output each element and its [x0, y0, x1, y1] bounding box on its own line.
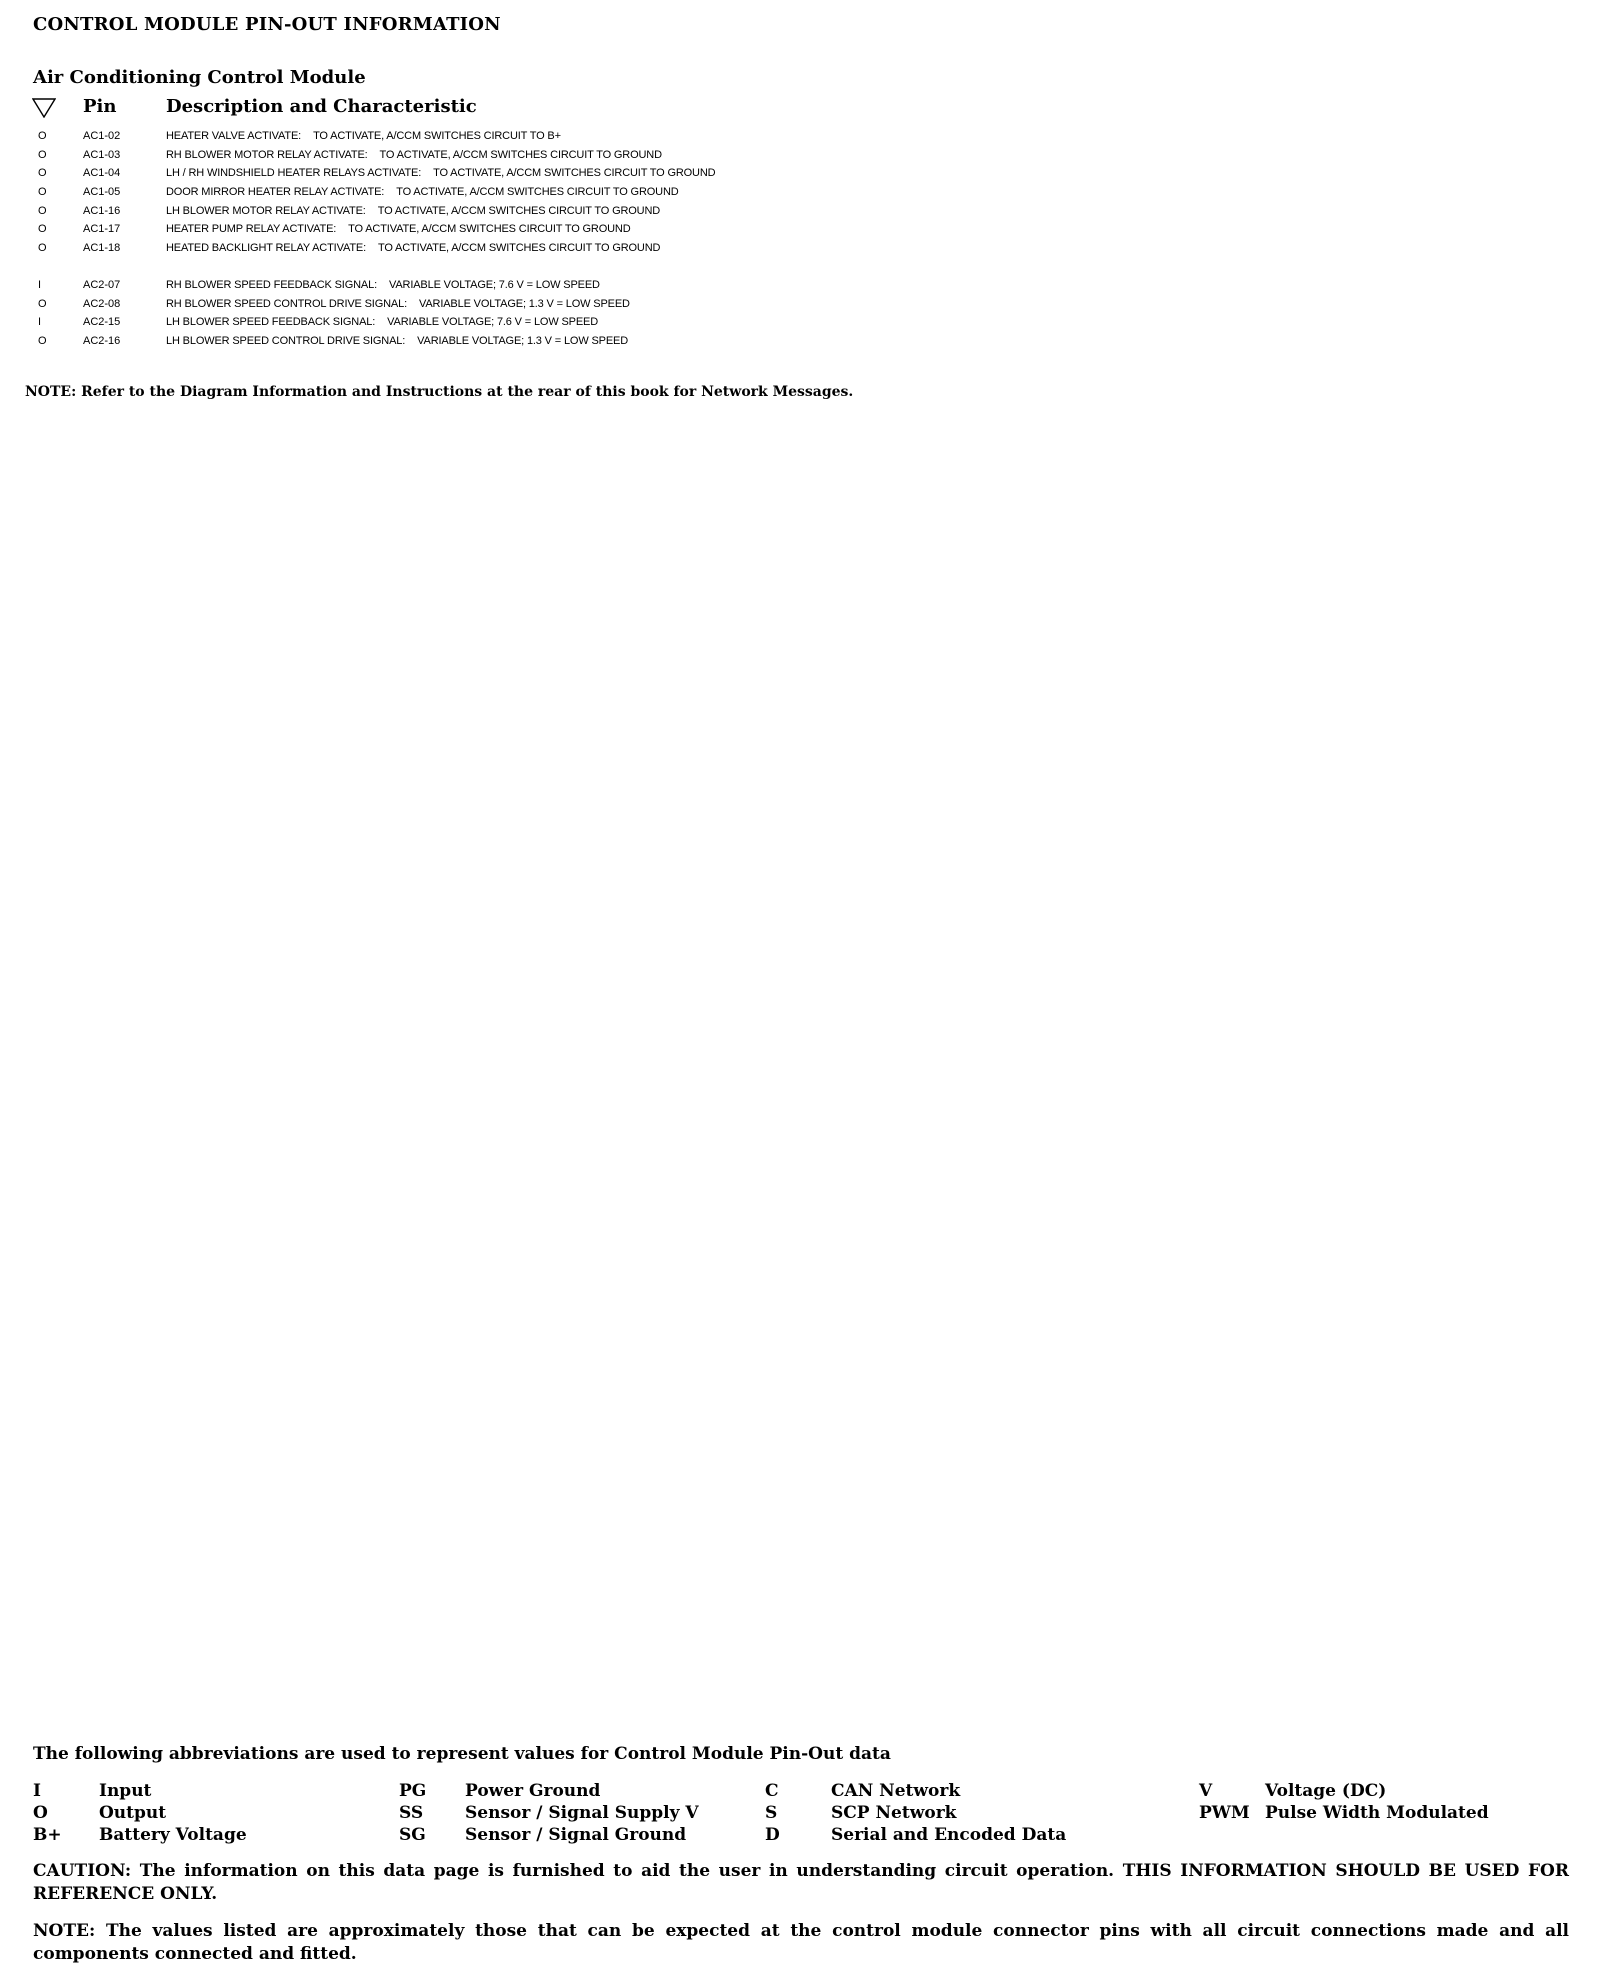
abbreviation-meaning: Pulse Width Modulated — [1265, 1803, 1489, 1823]
pin-io-type: O — [38, 242, 47, 255]
table-row — [30, 295, 930, 314]
abbreviation-meaning: Battery Voltage — [99, 1825, 247, 1845]
pin-characteristic: VARIABLE VOLTAGE; 1.3 V = LOW SPEED — [418, 297, 630, 310]
abbreviation-meaning: SCP Network — [831, 1803, 957, 1823]
abbreviation-meaning: Sensor / Signal Supply V — [465, 1803, 699, 1823]
pin-function: LH / RH WINDSHIELD HEATER RELAYS ACTIVATE: — [166, 167, 422, 180]
table-row — [30, 332, 930, 351]
pin-id: AC1-18 — [83, 242, 121, 255]
abbreviation-code: SG — [399, 1825, 426, 1845]
pin-function: LH BLOWER MOTOR RELAY ACTIVATE: — [166, 204, 366, 217]
pin-io-type: O — [38, 334, 47, 347]
pin-description — [166, 220, 631, 239]
pin-description — [166, 332, 628, 351]
pin-io-type: I — [38, 316, 42, 329]
table-row — [30, 276, 930, 295]
values-note: NOTE: The values listed are approximately those that can be expected at the control module connector pins with all circuit connections made and all components connected and fitted. — [33, 1921, 1569, 1964]
abbreviation-code: S — [765, 1803, 778, 1823]
table-row — [30, 202, 930, 221]
signal-direction-triangle-icon — [32, 98, 56, 118]
header-pin: Pin — [83, 96, 117, 117]
table-row — [30, 313, 930, 332]
pin-description — [166, 295, 630, 314]
pin-characteristic: TO ACTIVATE, A/CCM SWITCHES CIRCUIT TO GROUND — [433, 167, 716, 180]
module-title: Air Conditioning Control Module — [33, 67, 366, 88]
abbreviation-code: O — [33, 1803, 48, 1823]
table-row — [30, 239, 930, 258]
pin-function: LH BLOWER SPEED CONTROL DRIVE SIGNAL: — [166, 334, 406, 347]
pin-description — [166, 164, 715, 183]
pin-description — [166, 202, 660, 221]
header-description: Description and Characteristic — [166, 96, 477, 117]
group-spacer — [30, 258, 930, 276]
table-row — [30, 127, 930, 146]
abbreviation-code: PG — [399, 1781, 427, 1801]
pin-characteristic: VARIABLE VOLTAGE; 1.3 V = LOW SPEED — [417, 334, 629, 347]
pin-io-type: O — [38, 297, 47, 310]
pin-characteristic: TO ACTIVATE, A/CCM SWITCHES CIRCUIT TO GROUND — [377, 204, 661, 217]
pin-description — [166, 146, 662, 165]
pin-function: HEATER PUMP RELAY ACTIVATE: — [166, 223, 337, 236]
pin-id: AC1-05 — [83, 186, 121, 199]
pin-description — [166, 276, 600, 295]
abbreviation-meaning: Voltage (DC) — [1265, 1781, 1387, 1801]
table-row — [30, 164, 930, 183]
abbreviation-meaning: Power Ground — [465, 1781, 601, 1801]
abbreviation-meaning: CAN Network — [831, 1781, 961, 1801]
table-row — [30, 183, 930, 202]
network-messages-note: NOTE: Refer to the Diagram Information and Instructions at the rear of this book for Network Messages. — [25, 384, 854, 400]
pin-characteristic: TO ACTIVATE, A/CCM SWITCHES CIRCUIT TO B+ — [313, 130, 561, 142]
abbreviation-code: PWM — [1199, 1803, 1250, 1823]
abbreviation-meaning: Output — [99, 1803, 167, 1823]
pin-function: RH BLOWER SPEED FEEDBACK SIGNAL: — [166, 278, 377, 291]
pin-description — [166, 239, 660, 258]
abbreviation-code: V — [1199, 1781, 1213, 1801]
caution-text: CAUTION: The information on this data page is furnished to aid the user in understanding circuit operation. THIS INFORMATION SHOULD BE USED FOR REFERENCE ONLY. — [33, 1861, 1569, 1904]
abbreviation-code: B+ — [33, 1825, 62, 1845]
table-row — [30, 220, 930, 239]
pin-characteristic: TO ACTIVATE, A/CCM SWITCHES CIRCUIT TO GROUND — [348, 223, 631, 236]
pin-characteristic: TO ACTIVATE, A/CCM SWITCHES CIRCUIT TO GROUND — [379, 148, 662, 161]
abbreviation-meaning: Sensor / Signal Ground — [465, 1825, 687, 1845]
abbreviation-code: I — [33, 1781, 41, 1801]
pin-function: RH BLOWER MOTOR RELAY ACTIVATE: — [166, 148, 368, 161]
pin-table — [30, 127, 930, 351]
pin-function: LH BLOWER SPEED FEEDBACK SIGNAL: — [166, 316, 376, 329]
abbreviation-code: SS — [399, 1803, 424, 1823]
abbreviations-intro: The following abbreviations are used to represent values for Control Module Pin-Out data — [33, 1744, 891, 1764]
abbreviations-legend — [33, 1781, 1573, 1851]
pin-function: HEATED BACKLIGHT RELAY ACTIVATE: — [166, 242, 366, 255]
pin-id: AC1-02 — [83, 130, 121, 142]
pin-id: AC1-16 — [83, 204, 121, 217]
pin-characteristic: TO ACTIVATE, A/CCM SWITCHES CIRCUIT TO GROUND — [377, 242, 661, 255]
pin-function: HEATER VALVE ACTIVATE: — [166, 130, 302, 142]
pin-description — [166, 127, 561, 146]
pin-characteristic: VARIABLE VOLTAGE; 7.6 V = LOW SPEED — [388, 278, 600, 291]
pin-function: DOOR MIRROR HEATER RELAY ACTIVATE: — [166, 186, 385, 199]
pin-io-type: O — [38, 148, 47, 161]
abbreviation-code: C — [765, 1781, 779, 1801]
abbreviation-meaning: Input — [99, 1781, 152, 1801]
pin-io-type: O — [38, 204, 47, 217]
pin-function: RH BLOWER SPEED CONTROL DRIVE SIGNAL: — [166, 297, 407, 310]
pin-id: AC1-17 — [83, 223, 121, 236]
pin-id: AC1-03 — [83, 148, 121, 161]
abbreviation-code: D — [765, 1825, 780, 1845]
pin-io-type: I — [38, 278, 42, 291]
pin-characteristic: VARIABLE VOLTAGE; 7.6 V = LOW SPEED — [387, 316, 599, 329]
pin-id: AC1-04 — [83, 167, 121, 180]
pin-id: AC2-07 — [83, 278, 121, 291]
pin-characteristic: TO ACTIVATE, A/CCM SWITCHES CIRCUIT TO GROUND — [396, 186, 679, 199]
pin-id: AC2-08 — [83, 297, 121, 310]
pin-io-type: O — [38, 186, 47, 199]
pin-description — [166, 313, 598, 332]
pin-id: AC2-15 — [83, 316, 121, 329]
pin-description — [166, 183, 679, 202]
pin-io-type: O — [38, 167, 47, 180]
page-title: CONTROL MODULE PIN-OUT INFORMATION — [33, 14, 501, 35]
pin-io-type: O — [38, 223, 47, 236]
pin-id: AC2-16 — [83, 334, 121, 347]
table-row — [30, 146, 930, 165]
pin-io-type: O — [38, 130, 47, 142]
table-header — [30, 96, 930, 122]
abbreviation-meaning: Serial and Encoded Data — [831, 1825, 1067, 1845]
